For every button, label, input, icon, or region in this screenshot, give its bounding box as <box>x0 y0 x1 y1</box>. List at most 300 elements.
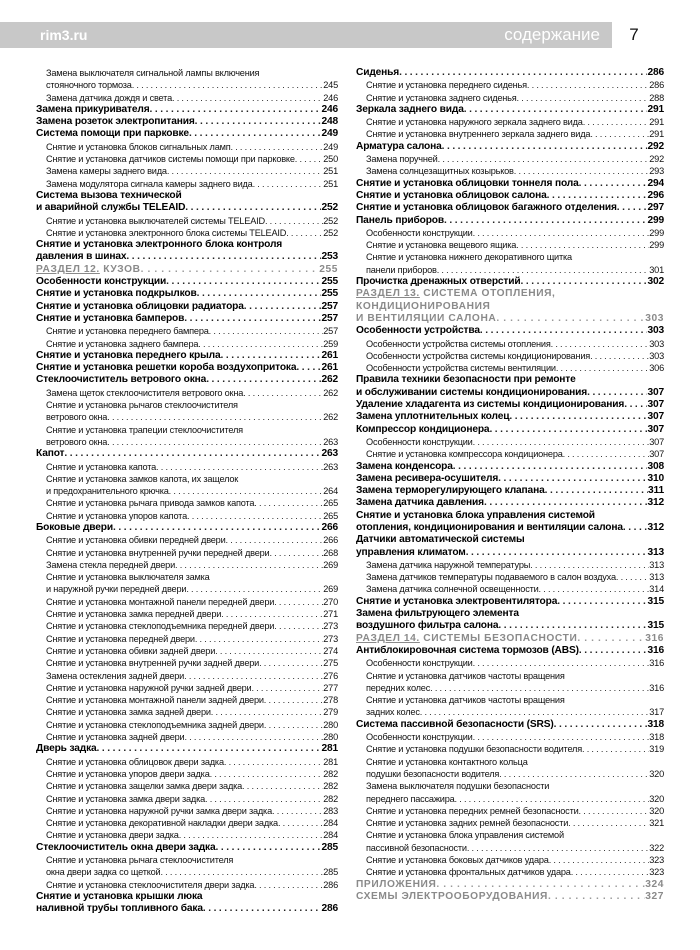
entry-title: Замена конденсора <box>356 460 453 472</box>
leader-dots <box>623 522 648 534</box>
toc-subentry[interactable] <box>36 657 338 669</box>
entry-page: 312 <box>647 521 664 533</box>
entry-page: 318 <box>649 732 664 743</box>
toc-entry-line: Снятие и установка датчиков частоты вращения <box>366 695 565 706</box>
toc-subentry[interactable] <box>356 227 664 239</box>
toc-entry[interactable] <box>356 141 664 153</box>
entry-title: Замена щеток стеклоочистителя ветрового окна <box>46 387 244 398</box>
toc-subentry[interactable] <box>356 362 664 374</box>
entry-title: Компрессор кондиционера <box>356 423 490 435</box>
leader-dots <box>185 202 321 214</box>
entry-page: 261 <box>321 362 338 374</box>
entry-page: 292 <box>647 140 664 152</box>
leader-dots <box>274 596 323 608</box>
leader-dots <box>126 251 321 263</box>
section-heading[interactable] <box>356 633 664 645</box>
leader-dots <box>220 350 321 362</box>
leader-dots <box>617 202 648 214</box>
entry-title: ветрового окна <box>46 412 108 423</box>
toc-entry[interactable] <box>356 67 664 79</box>
toc-subentry[interactable] <box>356 338 664 350</box>
entry-title: Снятие и установка защелки замка двери задка <box>46 781 243 792</box>
leader-dots <box>579 805 650 817</box>
leader-dots <box>438 153 650 165</box>
section-heading[interactable] <box>356 891 664 903</box>
toc-entry-line: Снятие и установка блока управления системой <box>366 830 564 841</box>
toc-subentry[interactable] <box>356 436 664 448</box>
toc-entry-line: Снятие и установка выключателя замка <box>46 572 210 583</box>
entry-title: подушки безопасности водителя <box>366 768 500 779</box>
toc-entry[interactable] <box>36 448 338 460</box>
entry-title: Снятие и установка наружной ручки задней двери <box>46 682 252 693</box>
toc-subentry[interactable] <box>36 559 338 571</box>
toc-entry[interactable] <box>356 497 664 509</box>
entry-page: 245 <box>323 80 338 91</box>
toc-entry[interactable] <box>36 350 338 362</box>
section-heading[interactable] <box>356 313 664 325</box>
toc-subentry[interactable] <box>356 682 664 694</box>
entry-title: наливной трубы топливного бака <box>36 903 203 915</box>
entry-page: 303 <box>649 350 664 361</box>
leader-dots <box>296 362 321 374</box>
toc-entry[interactable] <box>356 276 664 288</box>
section-page: 303 <box>645 312 664 324</box>
toc-entry[interactable] <box>36 251 338 263</box>
entry-title: Снятие и установка облицовки радиатора <box>36 300 244 312</box>
toc-subentry[interactable] <box>36 633 338 645</box>
entry-title: Капот <box>36 448 65 460</box>
toc-entry-line: Снятие и установка электронного блока контроля <box>36 239 283 251</box>
leader-dots <box>556 362 649 374</box>
entry-title: отопления, кондиционирования и вентиляции салона <box>356 521 623 533</box>
section-title: СИСТЕМА ОТОПЛЕНИЯ, <box>423 288 556 300</box>
toc-subentry[interactable] <box>36 694 338 706</box>
toc-entry[interactable] <box>36 842 338 854</box>
entry-page: 313 <box>649 572 664 583</box>
entry-title: Замена датчиков температуры подаваемого в салон воздуха <box>366 572 616 583</box>
entry-title: Замена ресивера-осушителя <box>356 472 499 484</box>
toc-subentry[interactable] <box>36 165 338 177</box>
toc-subentry[interactable] <box>36 411 338 423</box>
toc-entry[interactable] <box>36 743 338 755</box>
entry-page: 303 <box>647 325 664 337</box>
section-number: РАЗДЕЛ 14. <box>356 632 420 644</box>
section-number: РАЗДЕЛ 13. <box>356 288 420 300</box>
leader-dots <box>272 805 323 817</box>
entry-title: Замена терморегулирующего клапана <box>356 485 545 497</box>
entry-page: 249 <box>321 128 338 140</box>
entry-title: Замена уплотнительных колец <box>356 411 510 423</box>
entry-page: 285 <box>321 841 338 853</box>
toc-subentry[interactable] <box>356 805 664 817</box>
entry-page: 255 <box>321 288 338 300</box>
toc-subentry[interactable] <box>36 731 338 743</box>
entry-title: Снятие и установка упоров капота <box>46 510 187 521</box>
leader-dots <box>169 485 324 497</box>
leader-dots <box>184 670 323 682</box>
toc-entry[interactable] <box>356 522 664 534</box>
toc-subentry[interactable] <box>36 461 338 473</box>
entry-page: 321 <box>649 818 664 829</box>
leader-dots <box>243 387 323 399</box>
leader-dots <box>516 239 649 251</box>
toc-entry-line: Снятие и установка крышки люка <box>36 890 203 902</box>
entry-page: 288 <box>649 92 664 103</box>
toc-subentry[interactable] <box>356 793 664 805</box>
entry-title: Панель приборов <box>356 214 444 226</box>
page-header <box>0 22 700 48</box>
leader-dots <box>430 682 649 694</box>
toc-subentry[interactable] <box>36 620 338 632</box>
toc-subentry[interactable] <box>356 571 664 583</box>
toc-subentry[interactable] <box>356 768 664 780</box>
toc-subentry[interactable] <box>36 817 338 829</box>
toc-subentry[interactable] <box>36 325 338 337</box>
entry-title: Снятие и установка стеклоподъемника передней двери <box>46 621 275 632</box>
toc-entry[interactable] <box>356 424 664 436</box>
toc-entry[interactable] <box>356 215 664 227</box>
entry-title: управления климатом <box>356 546 466 558</box>
toc-subentry[interactable] <box>36 682 338 694</box>
toc-subentry[interactable] <box>36 153 338 165</box>
toc-entry[interactable] <box>356 485 664 497</box>
toc-subentry[interactable] <box>36 596 338 608</box>
entry-title: Замена датчика дождя и света <box>46 92 172 103</box>
toc-subentry[interactable] <box>36 485 338 497</box>
toc-entry[interactable] <box>356 387 664 399</box>
toc-entry[interactable] <box>36 313 338 325</box>
section-page: 316 <box>645 632 664 644</box>
toc-subentry[interactable] <box>356 842 664 854</box>
toc-entry-line: Датчики автоматической системы <box>356 534 525 546</box>
entry-page: 315 <box>647 595 664 607</box>
toc-subentry[interactable] <box>36 756 338 768</box>
toc-subentry[interactable] <box>36 608 338 620</box>
entry-page: 320 <box>649 805 664 816</box>
leader-dots <box>527 79 649 91</box>
toc-entry[interactable] <box>36 104 338 116</box>
toc-entry[interactable] <box>36 128 338 140</box>
entry-page: 299 <box>647 214 664 226</box>
toc-entry[interactable] <box>356 178 664 190</box>
entry-page: 301 <box>649 264 664 275</box>
leader-dots <box>545 485 648 497</box>
entry-page: 280 <box>323 732 338 743</box>
leader-dots <box>582 743 649 755</box>
entry-page: 307 <box>649 436 664 447</box>
entry-title: ветрового окна <box>46 436 108 447</box>
toc-entry-line: Система вызова технической <box>36 189 182 201</box>
entry-title: Снятие и установка монтажной панели задней двери <box>46 695 264 706</box>
entry-page: 248 <box>321 116 338 128</box>
toc-subentry[interactable] <box>356 448 664 460</box>
entry-page: 257 <box>321 312 338 324</box>
toc-entry[interactable] <box>356 202 664 214</box>
entry-title: Особенности конструкции <box>366 658 473 669</box>
toc-entry[interactable] <box>356 104 664 116</box>
section-title: ПРИЛОЖЕНИЯ <box>356 878 437 890</box>
leader-dots <box>107 411 323 423</box>
entry-title: Система пассивной безопасности (SRS) <box>356 718 554 730</box>
entry-page: 246 <box>323 92 338 103</box>
toc-subentry[interactable] <box>36 706 338 718</box>
entry-title: и предохранительного крючка <box>46 486 169 497</box>
leader-dots <box>399 67 647 79</box>
entry-page: 252 <box>321 202 338 214</box>
toc-subentry[interactable] <box>356 92 664 104</box>
toc-entry[interactable] <box>356 399 664 411</box>
entry-page: 251 <box>323 178 338 189</box>
toc-subentry[interactable] <box>356 817 664 829</box>
leader-dots <box>464 104 648 116</box>
leader-dots <box>547 190 648 202</box>
entry-page: 263 <box>321 448 338 460</box>
toc-subentry[interactable] <box>356 116 664 128</box>
entry-title: Особенности устройства системы отопления <box>366 338 551 349</box>
entry-page: 275 <box>323 658 338 669</box>
entry-page: 291 <box>649 117 664 128</box>
toc-subentry[interactable] <box>36 547 338 559</box>
toc-subentry[interactable] <box>356 743 664 755</box>
toc-subentry[interactable] <box>356 731 664 743</box>
toc-subentry[interactable] <box>356 79 664 91</box>
section-title: И ВЕНТИЛЯЦИИ САЛОНА <box>356 312 497 324</box>
entry-title: Снятие и установка компрессора кондиционера <box>366 449 563 460</box>
toc-subentry[interactable] <box>36 805 338 817</box>
section-title: СХЕМЫ ЭЛЕКТРООБОРУДОВАНИЯ <box>356 890 548 902</box>
toc-entry[interactable] <box>36 116 338 128</box>
toc-subentry[interactable] <box>36 227 338 239</box>
toc-entry[interactable] <box>356 473 664 485</box>
toc-entry[interactable] <box>356 645 664 657</box>
leader-dots <box>509 411 647 423</box>
toc-subentry[interactable] <box>356 657 664 669</box>
toc-subentry[interactable] <box>36 780 338 792</box>
section-heading-line <box>356 301 664 313</box>
entry-title: Снятие и установка замка двери задка <box>46 793 205 804</box>
leader-dots <box>156 461 323 473</box>
toc-subentry[interactable] <box>36 338 338 350</box>
entry-title: Снятие и установка решетки короба воздухопритока <box>36 362 297 374</box>
leader-dots <box>590 128 649 140</box>
entry-page: 249 <box>323 141 338 152</box>
entry-page: 310 <box>647 472 664 484</box>
leader-dots <box>215 645 323 657</box>
entry-title: Удаление хладагента из системы кондиционирования <box>356 399 625 411</box>
leader-dots <box>216 842 322 854</box>
toc-subentry[interactable] <box>36 79 338 91</box>
toc-entry[interactable] <box>356 596 664 608</box>
section-page: 327 <box>645 890 664 902</box>
toc-entry-line: Снятие и установка датчиков частоты вращения <box>366 670 565 681</box>
toc-subentry[interactable] <box>356 559 664 571</box>
entry-page: 302 <box>647 276 664 288</box>
toc-subentry[interactable] <box>356 350 664 362</box>
toc-subentry[interactable] <box>36 436 338 448</box>
toc-subentry[interactable] <box>356 706 664 718</box>
section-page: 255 <box>319 263 338 275</box>
entry-title: Снятие и установка заднего бампера <box>46 338 199 349</box>
toc-entry-line: Правила техники безопасности при ремонте <box>356 374 576 386</box>
entry-page: 262 <box>323 412 338 423</box>
entry-title: Снятие и установка облицовок двери задка <box>46 756 224 767</box>
toc-subentry[interactable] <box>356 153 664 165</box>
toc-entry-line: Снятие и установка блока управления системой <box>356 509 595 521</box>
toc-entry-line: Снятие и установка замков капота, их защелок <box>46 473 239 484</box>
toc-entry[interactable] <box>356 620 664 632</box>
page-number: 7 <box>614 22 654 48</box>
toc-entry[interactable] <box>36 202 338 214</box>
toc-entry[interactable] <box>356 547 664 559</box>
leader-dots <box>549 854 650 866</box>
toc-entry[interactable] <box>36 276 338 288</box>
entry-title: Снятие и установка рычага привода замков капота <box>46 498 255 509</box>
entry-title: Стеклоочиститель ветрового окна <box>36 374 207 386</box>
leader-dots <box>64 448 321 460</box>
toc-subentry[interactable] <box>36 866 338 878</box>
entry-title: и аварийной службы TELEAID <box>36 202 186 214</box>
toc-entry[interactable] <box>356 461 664 473</box>
toc-subentry[interactable] <box>36 645 338 657</box>
leader-dots <box>539 583 650 595</box>
entry-page: 292 <box>649 154 664 165</box>
leader-dots <box>206 374 321 386</box>
entry-page: 296 <box>647 189 664 201</box>
entry-page: 281 <box>323 756 338 767</box>
toc-subentry[interactable] <box>36 719 338 731</box>
leader-dots <box>286 227 323 239</box>
toc-entry[interactable] <box>36 301 338 313</box>
toc-entry[interactable] <box>36 522 338 534</box>
entry-title: Особенности устройства системы вентиляции <box>366 363 556 374</box>
toc-subentry[interactable] <box>36 510 338 522</box>
entry-title: Снятие и установка внутренней ручки передней двери <box>46 547 270 558</box>
toc-entry[interactable] <box>356 325 664 337</box>
leader-dots <box>184 313 321 325</box>
toc-subentry[interactable] <box>356 583 664 595</box>
toc-subentry[interactable] <box>36 670 338 682</box>
leader-dots <box>480 325 648 337</box>
leader-dots <box>499 768 649 780</box>
toc-subentry[interactable] <box>36 141 338 153</box>
entry-title: и наружной ручки передней двери <box>46 584 187 595</box>
toc-entry[interactable] <box>356 411 664 423</box>
toc-subentry[interactable] <box>36 92 338 104</box>
toc-left-column <box>36 67 338 915</box>
entry-page: 277 <box>323 682 338 693</box>
entry-title: Снятие и установка упоров двери задка <box>46 768 210 779</box>
toc-subentry[interactable] <box>356 854 664 866</box>
toc-entry[interactable] <box>36 362 338 374</box>
leader-dots <box>521 276 648 288</box>
toc-subentry[interactable] <box>36 215 338 227</box>
leader-dots <box>251 682 323 694</box>
toc-subentry[interactable] <box>36 497 338 509</box>
entry-page: 263 <box>323 436 338 447</box>
entry-page: 252 <box>323 227 338 238</box>
entry-page: 250 <box>323 154 338 165</box>
entry-title: Снятие и установка обивки передней двери <box>46 535 226 546</box>
toc-subentry[interactable] <box>356 165 664 177</box>
entry-title: Антиблокировочная система тормозов (ABS) <box>356 644 579 656</box>
section-heading[interactable] <box>36 264 338 276</box>
leader-dots <box>160 866 323 878</box>
entry-page: 268 <box>323 547 338 558</box>
entry-title: передних колес <box>366 682 431 693</box>
toc-entry[interactable] <box>36 903 338 915</box>
entry-title: Снятие и установка подушки безопасности водителя <box>366 744 582 755</box>
entry-page: 269 <box>323 584 338 595</box>
leader-dots <box>473 227 650 239</box>
leader-dots <box>473 436 650 448</box>
entry-page: 279 <box>323 707 338 718</box>
site-name: rim3.ru <box>40 27 88 43</box>
leader-dots <box>242 780 323 792</box>
toc-entry[interactable] <box>356 719 664 731</box>
toc-subentry[interactable] <box>36 178 338 190</box>
section-title: КУЗОВ <box>103 263 141 275</box>
toc-subentry[interactable] <box>356 239 664 251</box>
entry-title: Замена поручней <box>366 154 438 165</box>
toc-subentry[interactable] <box>356 866 664 878</box>
toc-subentry[interactable] <box>36 879 338 891</box>
toc-subentry[interactable] <box>36 829 338 841</box>
leader-dots <box>150 104 322 116</box>
entry-title: Замена солнцезащитных козырьков <box>366 166 514 177</box>
entry-title: Замена прикуривателя <box>36 103 150 115</box>
entry-page: 323 <box>649 867 664 878</box>
toc-subentry[interactable] <box>356 128 664 140</box>
leader-dots <box>568 817 649 829</box>
entry-page: 294 <box>647 177 664 189</box>
entry-title: Особенности конструкции <box>366 436 473 447</box>
entry-title: и обслуживании системы кондиционирования <box>356 386 588 398</box>
entry-title: окна двери задка со щеткой <box>46 867 161 878</box>
entry-title: Снятие и установка электровентилятора <box>356 595 558 607</box>
toc-subentry[interactable] <box>36 793 338 805</box>
entry-title: Прочистка дренажных отверстий <box>356 276 521 288</box>
section-heading[interactable] <box>356 879 664 891</box>
toc-subentry[interactable] <box>36 583 338 595</box>
entry-page: 257 <box>321 300 338 312</box>
entry-page: 313 <box>649 559 664 570</box>
entry-title: Снятие и установка монтажной панели передней двери <box>46 596 275 607</box>
section-title: содержание <box>504 25 600 44</box>
entry-page: 323 <box>649 855 664 865</box>
entry-page: 280 <box>323 719 338 730</box>
leader-dots <box>97 743 322 755</box>
entry-page: 271 <box>323 609 338 620</box>
toc-entry[interactable] <box>36 374 338 386</box>
leader-dots <box>179 829 324 841</box>
entry-title: переднего пассажира <box>366 793 455 804</box>
leader-dots <box>473 657 650 669</box>
toc-entry[interactable] <box>36 288 338 300</box>
leader-dots <box>195 116 322 128</box>
toc-subentry[interactable] <box>36 768 338 780</box>
toc-subentry[interactable] <box>356 264 664 276</box>
toc-entry[interactable] <box>356 190 664 202</box>
leader-dots <box>167 165 323 177</box>
entry-page: 278 <box>323 695 338 706</box>
section-heading-line <box>356 288 664 300</box>
entry-title: Замена датчика наружной температуры <box>366 559 531 570</box>
leader-dots <box>295 153 324 165</box>
entry-page: 320 <box>649 768 664 779</box>
toc-subentry[interactable] <box>36 387 338 399</box>
leader-dots <box>264 719 323 731</box>
toc-subentry[interactable] <box>36 534 338 546</box>
